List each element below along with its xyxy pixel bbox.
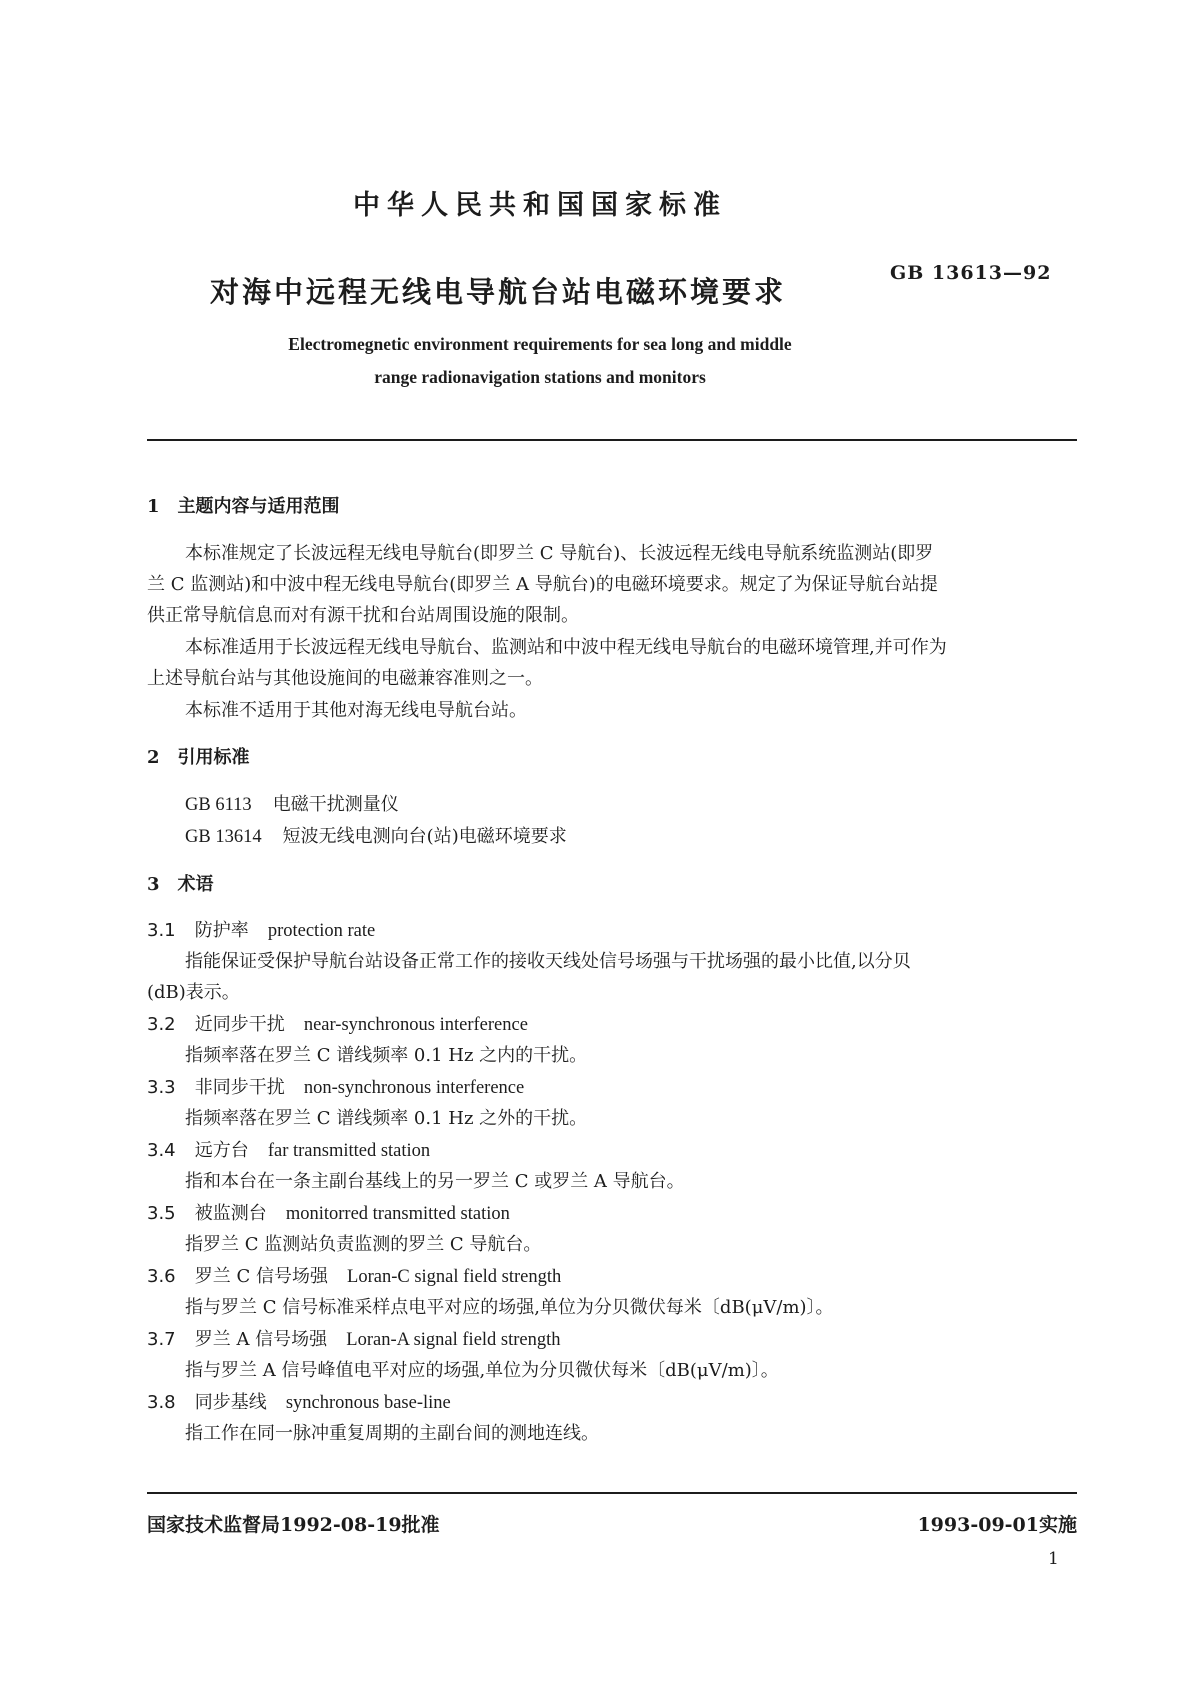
term-definition: 指和本台在一条主副台基线上的另一罗兰 C 或罗兰 A 导航台。 [185, 1171, 685, 1192]
term-cn: 罗兰 C 信号场强 [194, 1266, 328, 1287]
term-cn: 罗兰 A 信号场强 [194, 1329, 328, 1350]
section3-heading: 3 术语 [147, 874, 214, 895]
reference-item [185, 790, 399, 816]
page-number: 1 [1048, 1549, 1059, 1569]
term-definition-cont: (dB)表示。 [147, 982, 240, 1003]
reference-code: GB 13614 [185, 827, 262, 847]
term-number: 3.4 [147, 1140, 176, 1161]
term-en: protection rate [267, 921, 376, 941]
term-en: Loran-C signal field strength [347, 1267, 562, 1287]
term-definition: 指与罗兰 A 信号峰值电平对应的场强,单位为分贝微伏每米〔dB(μV/m)〕。 [185, 1360, 779, 1381]
term-definition: 指工作在同一脉冲重复周期的主副台间的测地连线。 [185, 1423, 599, 1444]
term-3-4 [147, 1136, 430, 1162]
term-cn: 近同步干扰 [194, 1014, 285, 1035]
term-en: Loran-A signal field strength [346, 1330, 561, 1350]
term-en: monitorred transmitted station [285, 1204, 510, 1224]
term-definition: 指频率落在罗兰 C 谱线频率 0.1 Hz 之内的干扰。 [185, 1045, 588, 1066]
term-cn: 远方台 [194, 1140, 249, 1161]
term-definition: 指能保证受保护导航台站设备正常工作的接收天线处信号场强与干扰场强的最小比值,以分贝 [185, 951, 911, 972]
term-3-3 [147, 1073, 524, 1099]
section1-para3: 本标准不适用于其他对海无线电导航台站。 [185, 700, 527, 721]
country-standard-title: 中华人民共和国国家标准 [353, 190, 727, 221]
section1-para2-line1: 本标准适用于长波远程无线电导航台、监测站和中波中程无线电导航台的电磁环境管理,并可作为 [185, 637, 947, 658]
term-definition: 指与罗兰 C 信号标准采样点电平对应的场强,单位为分贝微伏每米〔dB(μV/m)〕。 [185, 1297, 834, 1318]
term-number: 3.7 [147, 1329, 176, 1350]
document-title-cn: 对海中远程无线电导航台站电磁环境要求 [210, 275, 787, 309]
reference-code: GB 6113 [185, 795, 252, 815]
implementation-date: 1993-09-01实施 [917, 1514, 1077, 1536]
term-3-7 [147, 1325, 561, 1351]
term-number: 3.6 [147, 1266, 176, 1287]
standard-number-text: GB 13613—92 [890, 262, 1052, 284]
header-rule [147, 439, 1077, 441]
term-en: far transmitted station [267, 1141, 431, 1161]
section2-heading: 2 引用标准 [147, 747, 250, 768]
section1-heading: 1 主题内容与适用范围 [147, 496, 340, 517]
reference-item [185, 822, 567, 848]
term-number: 3.3 [147, 1077, 176, 1098]
reference-title: 短波无线电测向台(站)电磁环境要求 [282, 826, 567, 847]
term-cn: 非同步干扰 [194, 1077, 285, 1098]
standard-number [890, 262, 1051, 284]
section1-para2-line2: 上述导航台站与其他设施间的电磁兼容准则之一。 [147, 668, 543, 689]
term-number: 3.2 [147, 1014, 176, 1035]
reference-title: 电磁干扰测量仪 [272, 794, 399, 815]
footer-rule [147, 1492, 1077, 1494]
term-3-2 [147, 1010, 528, 1036]
section1-para1-line2: 兰 C 监测站)和中波中程无线电导航台(即罗兰 A 导航台)的电磁环境要求。规定了为保证导航台站提 [147, 574, 938, 595]
term-en: near-synchronous interference [303, 1015, 528, 1035]
term-3-5 [147, 1199, 510, 1225]
term-number: 3.1 [147, 920, 176, 941]
term-cn: 防护率 [194, 920, 249, 941]
term-3-1 [147, 916, 375, 942]
section1-para1-line1: 本标准规定了长波远程无线电导航台(即罗兰 C 导航台)、长波远程无线电导航系统监测站(即罗 [185, 543, 934, 564]
term-3-8 [147, 1388, 451, 1414]
term-number: 3.8 [147, 1392, 176, 1413]
term-cn: 被监测台 [194, 1203, 267, 1224]
term-en: synchronous base-line [285, 1393, 451, 1413]
term-definition: 指频率落在罗兰 C 谱线频率 0.1 Hz 之外的干扰。 [185, 1108, 588, 1129]
term-definition: 指罗兰 C 监测站负责监测的罗兰 C 导航台。 [185, 1234, 542, 1255]
approval-date: 国家技术监督局1992-08-19批准 [147, 1514, 440, 1536]
term-3-6 [147, 1262, 561, 1288]
document-title-en-line2: range radionavigation stations and monitors [374, 367, 706, 387]
term-en: non-synchronous interference [303, 1078, 525, 1098]
document-title-en-line1: Electromegnetic environment requirements for sea long and middle [288, 334, 792, 354]
term-cn: 同步基线 [194, 1392, 267, 1413]
term-number: 3.5 [147, 1203, 176, 1224]
section1-para1-line3: 供正常导航信息而对有源干扰和台站周围设施的限制。 [147, 605, 579, 626]
